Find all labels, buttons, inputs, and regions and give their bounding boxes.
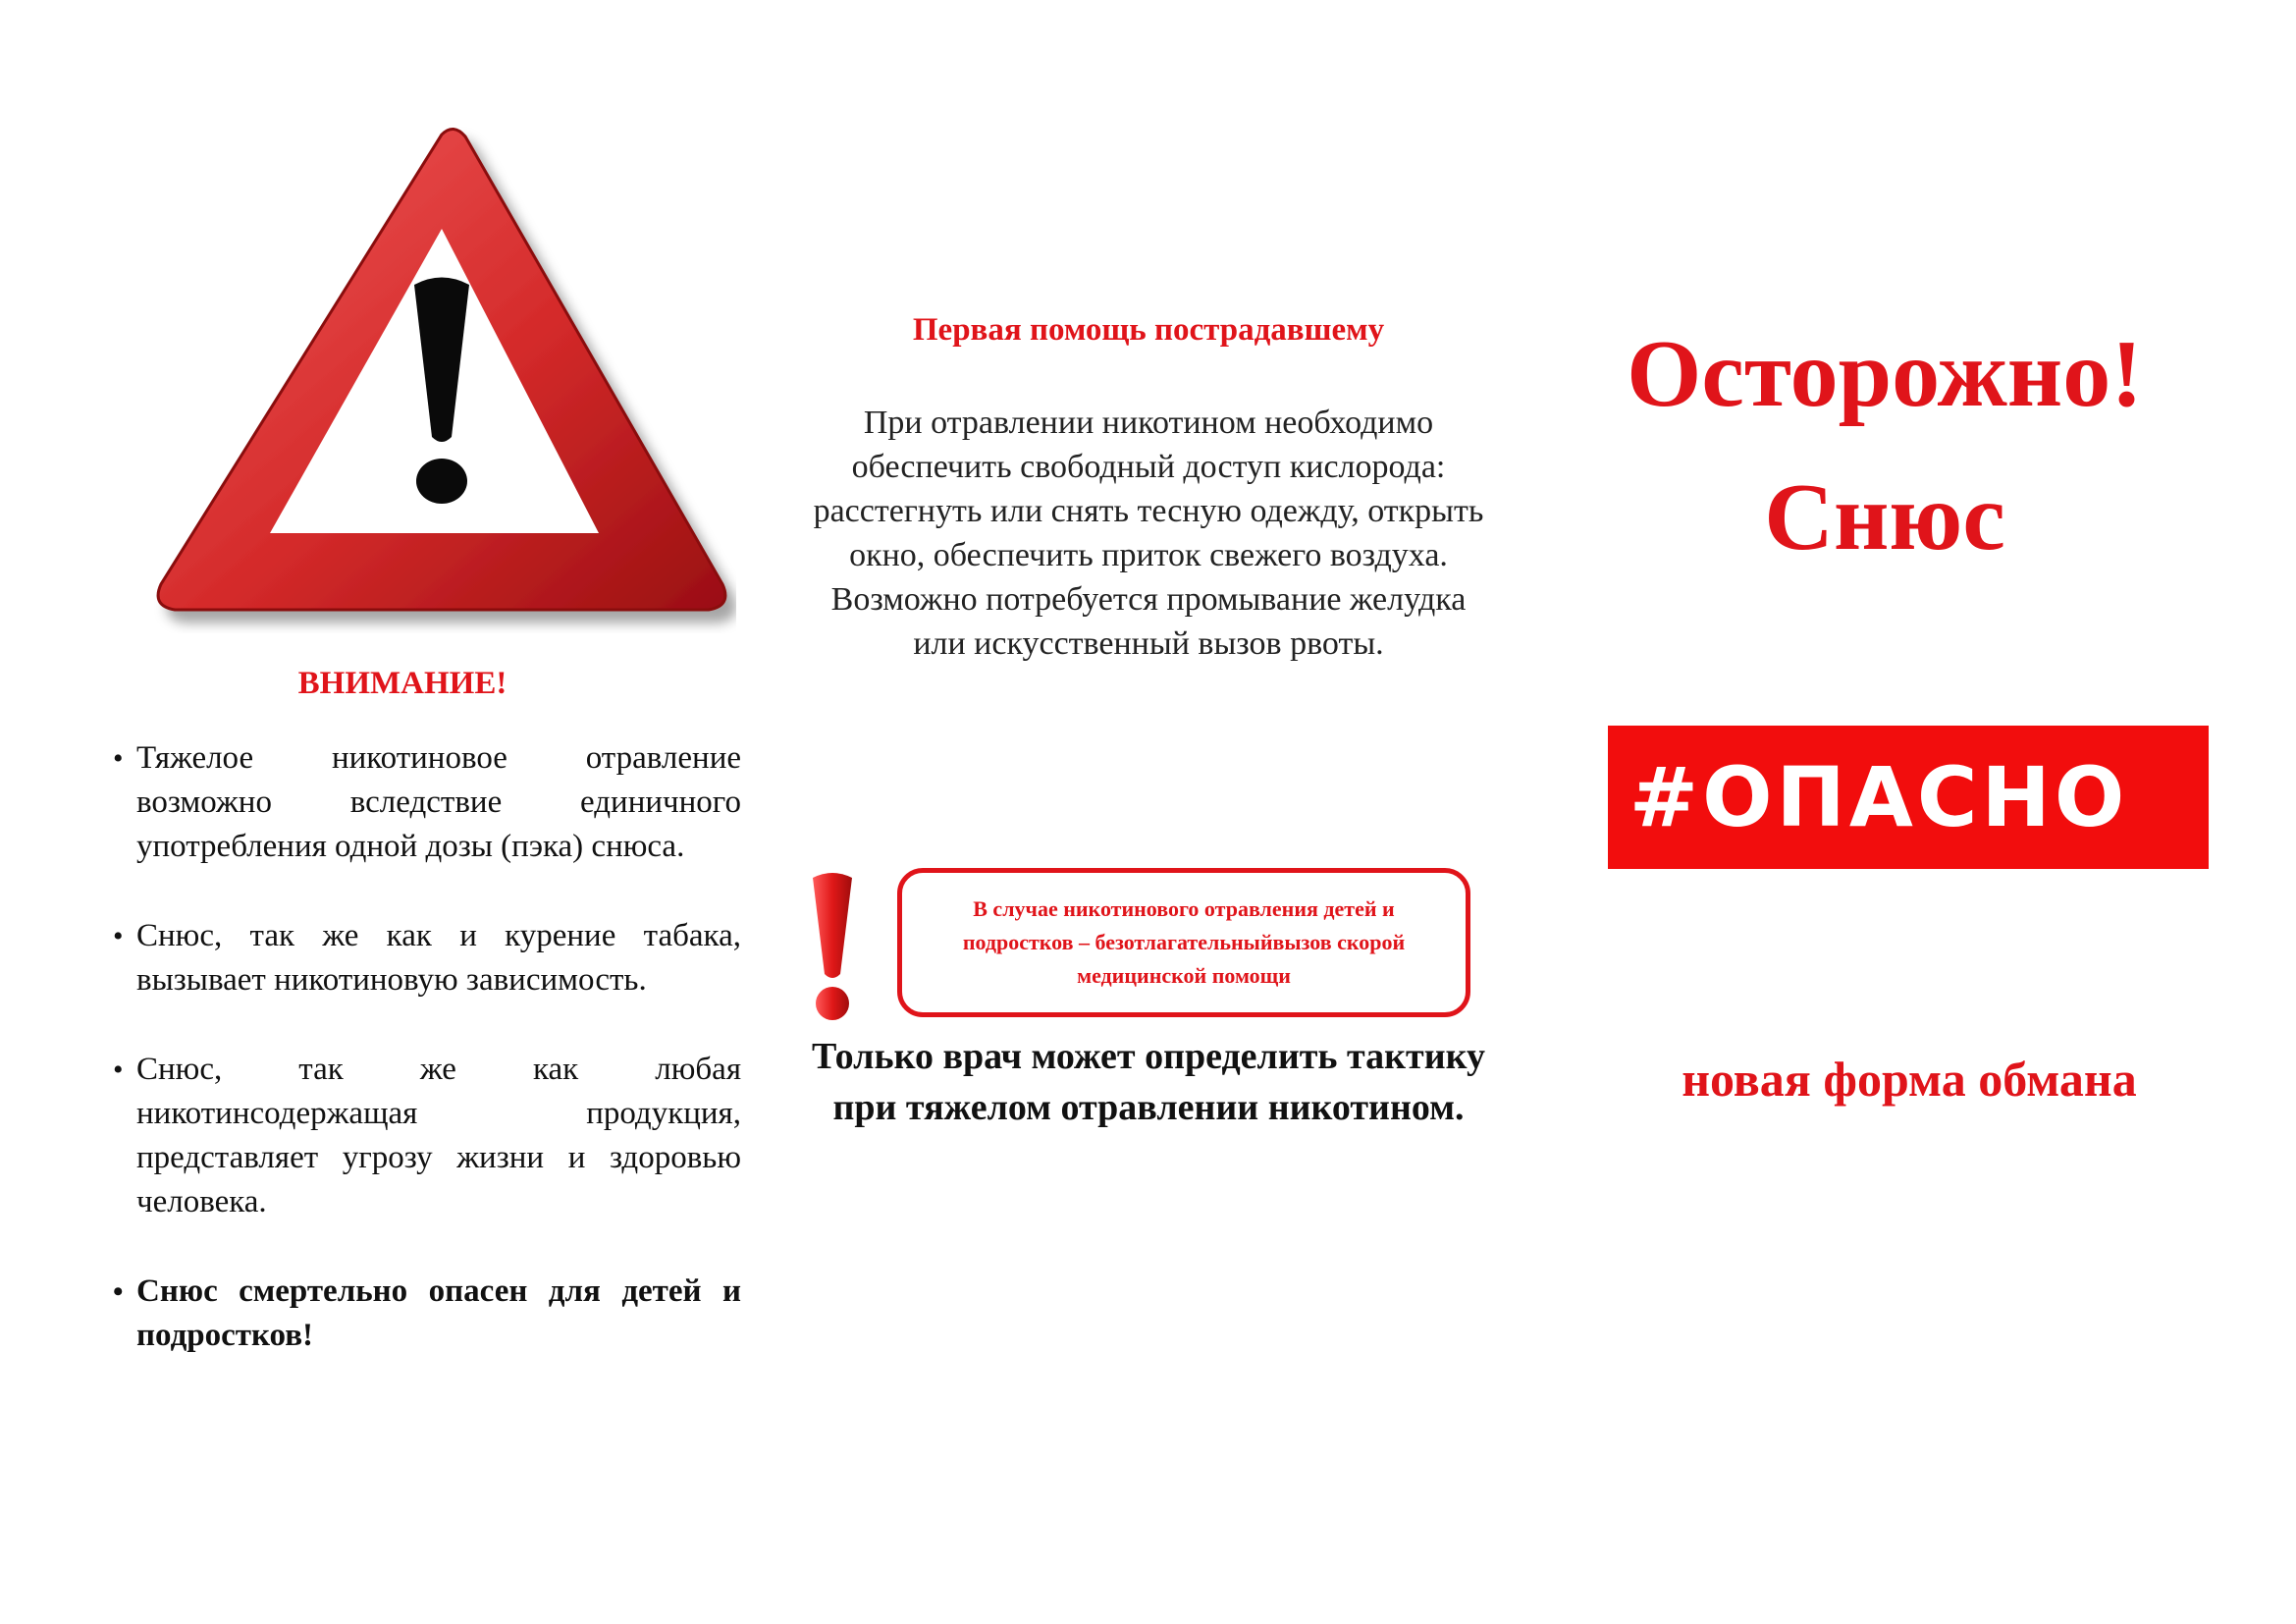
- caution-title: [1590, 319, 2179, 572]
- fact-item-1: [113, 736, 741, 869]
- exclamation-dot: [416, 459, 467, 504]
- fact-text: Снюс, так же как и курение табака, вызывает никотиновую зависимость.: [136, 918, 741, 998]
- hashtag-text: #ОПАСНО: [1629, 749, 2129, 845]
- attention-heading: ВНИМАНИЕ!: [297, 666, 507, 701]
- fact-text: Снюс, так же как любая никотинсодержащая продукция, представляет угрозу жизни и здоровью человека.: [136, 1052, 741, 1219]
- bullet-icon: •: [113, 742, 124, 775]
- fact-text: Снюс смертельно опасен для детей и подростков!: [136, 1273, 741, 1353]
- fact-text: Тяжелое никотиновое отравление возможно вследствие единичного употребления одной дозы (пэка) снюса.: [136, 740, 741, 864]
- hashtag-banner: [1608, 726, 2209, 869]
- warning-triangle-icon: [147, 123, 736, 633]
- doctor-note: Только врач может определить тактику при тяжелом отравлении никотином.: [812, 1036, 1485, 1128]
- first-aid-heading: Первая помощь пострадавшему: [912, 312, 1385, 348]
- caution-title-line1: Осторожно!: [1627, 321, 2143, 427]
- emergency-box-text: В случае никотинового отравления детей и подростков – безотлагательныйвызов скорой медицинской помощи: [962, 896, 1406, 988]
- red-exclamation-icon: [803, 872, 862, 1024]
- bullet-icon: •: [113, 920, 124, 952]
- subtitle: новая форма обмана: [1682, 1052, 2137, 1107]
- bullet-icon: •: [113, 1054, 124, 1086]
- emergency-call-box: [897, 868, 1470, 1017]
- fact-item-2: [113, 914, 741, 1002]
- first-aid-text: При отравлении никотином необходимо обеспечить свободный доступ кислорода: расстегнуть или снять тесную одежду, открыть окно, обеспечить приток свежего воздуха. Возможно потребуется промывание желудка или искусственный вызов рвоты.: [813, 405, 1484, 662]
- fact-item-4: [113, 1270, 741, 1358]
- caution-title-line2: Снюс: [1764, 464, 2005, 570]
- fact-item-3: [113, 1048, 741, 1224]
- bullet-icon: •: [113, 1275, 124, 1308]
- facts-list: [113, 736, 741, 1403]
